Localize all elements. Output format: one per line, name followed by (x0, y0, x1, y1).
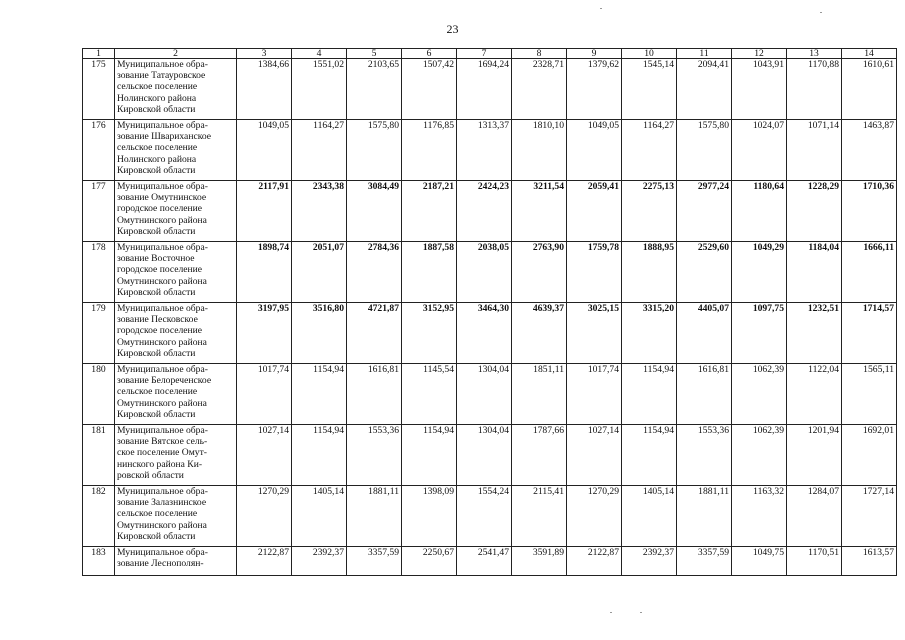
table-row (83, 59, 897, 120)
scan-speck (820, 12, 822, 13)
value-cell: 1710,36 (842, 181, 897, 242)
value-cell: 1613,57 (842, 547, 897, 576)
table-row (83, 547, 897, 576)
data-table (82, 48, 897, 576)
value-cell: 1170,51 (787, 547, 842, 576)
value-cell: 1024,07 (732, 120, 787, 181)
municipality-name: Муниципальное обра- зование Омутнинское городское поселение Омутнинского района Кировской области (115, 181, 237, 242)
value-cell: 2038,05 (457, 242, 512, 303)
value-cell: 1049,29 (732, 242, 787, 303)
table-row (83, 486, 897, 547)
value-cell: 1575,80 (677, 120, 732, 181)
value-cell: 1154,94 (402, 425, 457, 486)
municipality-name: Муниципальное обра- зование Татауровское сельское поселение Нолинского района Кировской области (115, 59, 237, 120)
value-cell: 1851,11 (512, 364, 567, 425)
value-cell: 2051,07 (292, 242, 347, 303)
value-cell: 1545,14 (622, 59, 677, 120)
value-cell: 1881,11 (677, 486, 732, 547)
value-cell: 3357,59 (677, 547, 732, 576)
value-cell: 4639,37 (512, 303, 567, 364)
value-cell: 1049,75 (732, 547, 787, 576)
page-number: 23 (446, 22, 459, 36)
value-cell: 1881,11 (347, 486, 402, 547)
value-cell: 1154,94 (622, 425, 677, 486)
value-cell: 1887,58 (402, 242, 457, 303)
value-cell: 1071,14 (787, 120, 842, 181)
value-cell: 1017,74 (567, 364, 622, 425)
scan-speck (640, 612, 642, 613)
value-cell: 1164,27 (622, 120, 677, 181)
value-cell: 1384,66 (237, 59, 292, 120)
value-cell: 1553,36 (347, 425, 402, 486)
column-header: 11 (677, 49, 732, 59)
table-header-row (83, 49, 897, 59)
value-cell: 2117,91 (237, 181, 292, 242)
value-cell: 1551,02 (292, 59, 347, 120)
value-cell: 3315,20 (622, 303, 677, 364)
table-row (83, 242, 897, 303)
value-cell: 1176,85 (402, 120, 457, 181)
value-cell: 3197,95 (237, 303, 292, 364)
value-cell: 2392,37 (622, 547, 677, 576)
value-cell: 3084,49 (347, 181, 402, 242)
value-cell: 2343,38 (292, 181, 347, 242)
value-cell: 2094,41 (677, 59, 732, 120)
scan-speck (600, 8, 602, 9)
value-cell: 1043,91 (732, 59, 787, 120)
value-cell: 1554,24 (457, 486, 512, 547)
column-header: 12 (732, 49, 787, 59)
value-cell: 1759,78 (567, 242, 622, 303)
value-cell: 2250,67 (402, 547, 457, 576)
value-cell: 3025,15 (567, 303, 622, 364)
value-cell: 3152,95 (402, 303, 457, 364)
value-cell: 1122,04 (787, 364, 842, 425)
row-number: 180 (83, 364, 115, 425)
value-cell: 2763,90 (512, 242, 567, 303)
value-cell: 1201,94 (787, 425, 842, 486)
value-cell: 4405,07 (677, 303, 732, 364)
value-cell: 1787,66 (512, 425, 567, 486)
value-cell: 1170,88 (787, 59, 842, 120)
value-cell: 2328,71 (512, 59, 567, 120)
table-row (83, 120, 897, 181)
value-cell: 2275,13 (622, 181, 677, 242)
scan-speck (610, 612, 612, 613)
value-cell: 1405,14 (292, 486, 347, 547)
value-cell: 1507,42 (402, 59, 457, 120)
value-cell: 1017,74 (237, 364, 292, 425)
row-number: 182 (83, 486, 115, 547)
value-cell: 1154,94 (292, 425, 347, 486)
column-header: 1 (83, 49, 115, 59)
row-number: 178 (83, 242, 115, 303)
value-cell: 3516,80 (292, 303, 347, 364)
municipality-name: Муниципальное обра- зование Восточное городское поселение Омутнинского района Кировской области (115, 242, 237, 303)
column-header: 7 (457, 49, 512, 59)
value-cell: 1180,64 (732, 181, 787, 242)
value-cell: 1810,10 (512, 120, 567, 181)
value-cell: 1232,51 (787, 303, 842, 364)
table-row (83, 425, 897, 486)
municipality-name: Муниципальное обра- зование Леснополян- (115, 547, 237, 576)
value-cell: 1304,04 (457, 425, 512, 486)
table-row (83, 303, 897, 364)
row-number: 181 (83, 425, 115, 486)
value-cell: 1304,04 (457, 364, 512, 425)
value-cell: 1163,32 (732, 486, 787, 547)
value-cell: 1727,14 (842, 486, 897, 547)
value-cell: 1616,81 (677, 364, 732, 425)
column-header: 2 (115, 49, 237, 59)
table-row (83, 181, 897, 242)
row-number: 176 (83, 120, 115, 181)
value-cell: 1379,62 (567, 59, 622, 120)
value-cell: 4721,87 (347, 303, 402, 364)
value-cell: 1616,81 (347, 364, 402, 425)
value-cell: 2122,87 (567, 547, 622, 576)
value-cell: 1184,04 (787, 242, 842, 303)
column-header: 3 (237, 49, 292, 59)
column-header: 4 (292, 49, 347, 59)
column-header: 9 (567, 49, 622, 59)
column-header: 13 (787, 49, 842, 59)
column-header: 5 (347, 49, 402, 59)
value-cell: 1027,14 (237, 425, 292, 486)
column-header: 10 (622, 49, 677, 59)
value-cell: 1270,29 (567, 486, 622, 547)
value-cell: 2392,37 (292, 547, 347, 576)
municipality-name: Муниципальное обра- зование Вятское сель- ское поселение Омут- нинского района Ки- ровской области (115, 425, 237, 486)
municipality-name: Муниципальное обра- зование Залазнинское сельское поселение Омутнинского района Кировской области (115, 486, 237, 547)
value-cell: 1888,95 (622, 242, 677, 303)
value-cell: 1666,11 (842, 242, 897, 303)
table-row (83, 364, 897, 425)
value-cell: 2115,41 (512, 486, 567, 547)
value-cell: 1398,09 (402, 486, 457, 547)
row-number: 179 (83, 303, 115, 364)
value-cell: 2529,60 (677, 242, 732, 303)
value-cell: 1610,61 (842, 59, 897, 120)
value-cell: 2103,65 (347, 59, 402, 120)
row-number: 175 (83, 59, 115, 120)
value-cell: 1049,05 (237, 120, 292, 181)
value-cell: 1228,29 (787, 181, 842, 242)
municipality-name: Муниципальное обра- зование Песковское городское поселение Омутнинского района Кировской области (115, 303, 237, 364)
value-cell: 2784,36 (347, 242, 402, 303)
value-cell: 1898,74 (237, 242, 292, 303)
column-header: 6 (402, 49, 457, 59)
value-cell: 1565,11 (842, 364, 897, 425)
value-cell: 2977,24 (677, 181, 732, 242)
value-cell: 1097,75 (732, 303, 787, 364)
value-cell: 1062,39 (732, 364, 787, 425)
value-cell: 1575,80 (347, 120, 402, 181)
value-cell: 1049,05 (567, 120, 622, 181)
value-cell: 2187,21 (402, 181, 457, 242)
value-cell: 1694,24 (457, 59, 512, 120)
value-cell: 1270,29 (237, 486, 292, 547)
value-cell: 3211,54 (512, 181, 567, 242)
value-cell: 1553,36 (677, 425, 732, 486)
value-cell: 1164,27 (292, 120, 347, 181)
value-cell: 1313,37 (457, 120, 512, 181)
value-cell: 1463,87 (842, 120, 897, 181)
municipality-name: Муниципальное обра- зование Швариханское сельское поселение Нолинского района Кировской области (115, 120, 237, 181)
row-number: 183 (83, 547, 115, 576)
column-header: 8 (512, 49, 567, 59)
value-cell: 3591,89 (512, 547, 567, 576)
value-cell: 1062,39 (732, 425, 787, 486)
value-cell: 1405,14 (622, 486, 677, 547)
value-cell: 1714,57 (842, 303, 897, 364)
value-cell: 3464,30 (457, 303, 512, 364)
value-cell: 1284,07 (787, 486, 842, 547)
value-cell: 1692,01 (842, 425, 897, 486)
value-cell: 2424,23 (457, 181, 512, 242)
value-cell: 1154,94 (622, 364, 677, 425)
value-cell: 3357,59 (347, 547, 402, 576)
column-header: 14 (842, 49, 897, 59)
value-cell: 2122,87 (237, 547, 292, 576)
value-cell: 1145,54 (402, 364, 457, 425)
value-cell: 1154,94 (292, 364, 347, 425)
value-cell: 1027,14 (567, 425, 622, 486)
municipality-name: Муниципальное обра- зование Белореченское сельское поселение Омутнинского района Кировской области (115, 364, 237, 425)
value-cell: 2541,47 (457, 547, 512, 576)
row-number: 177 (83, 181, 115, 242)
value-cell: 2059,41 (567, 181, 622, 242)
